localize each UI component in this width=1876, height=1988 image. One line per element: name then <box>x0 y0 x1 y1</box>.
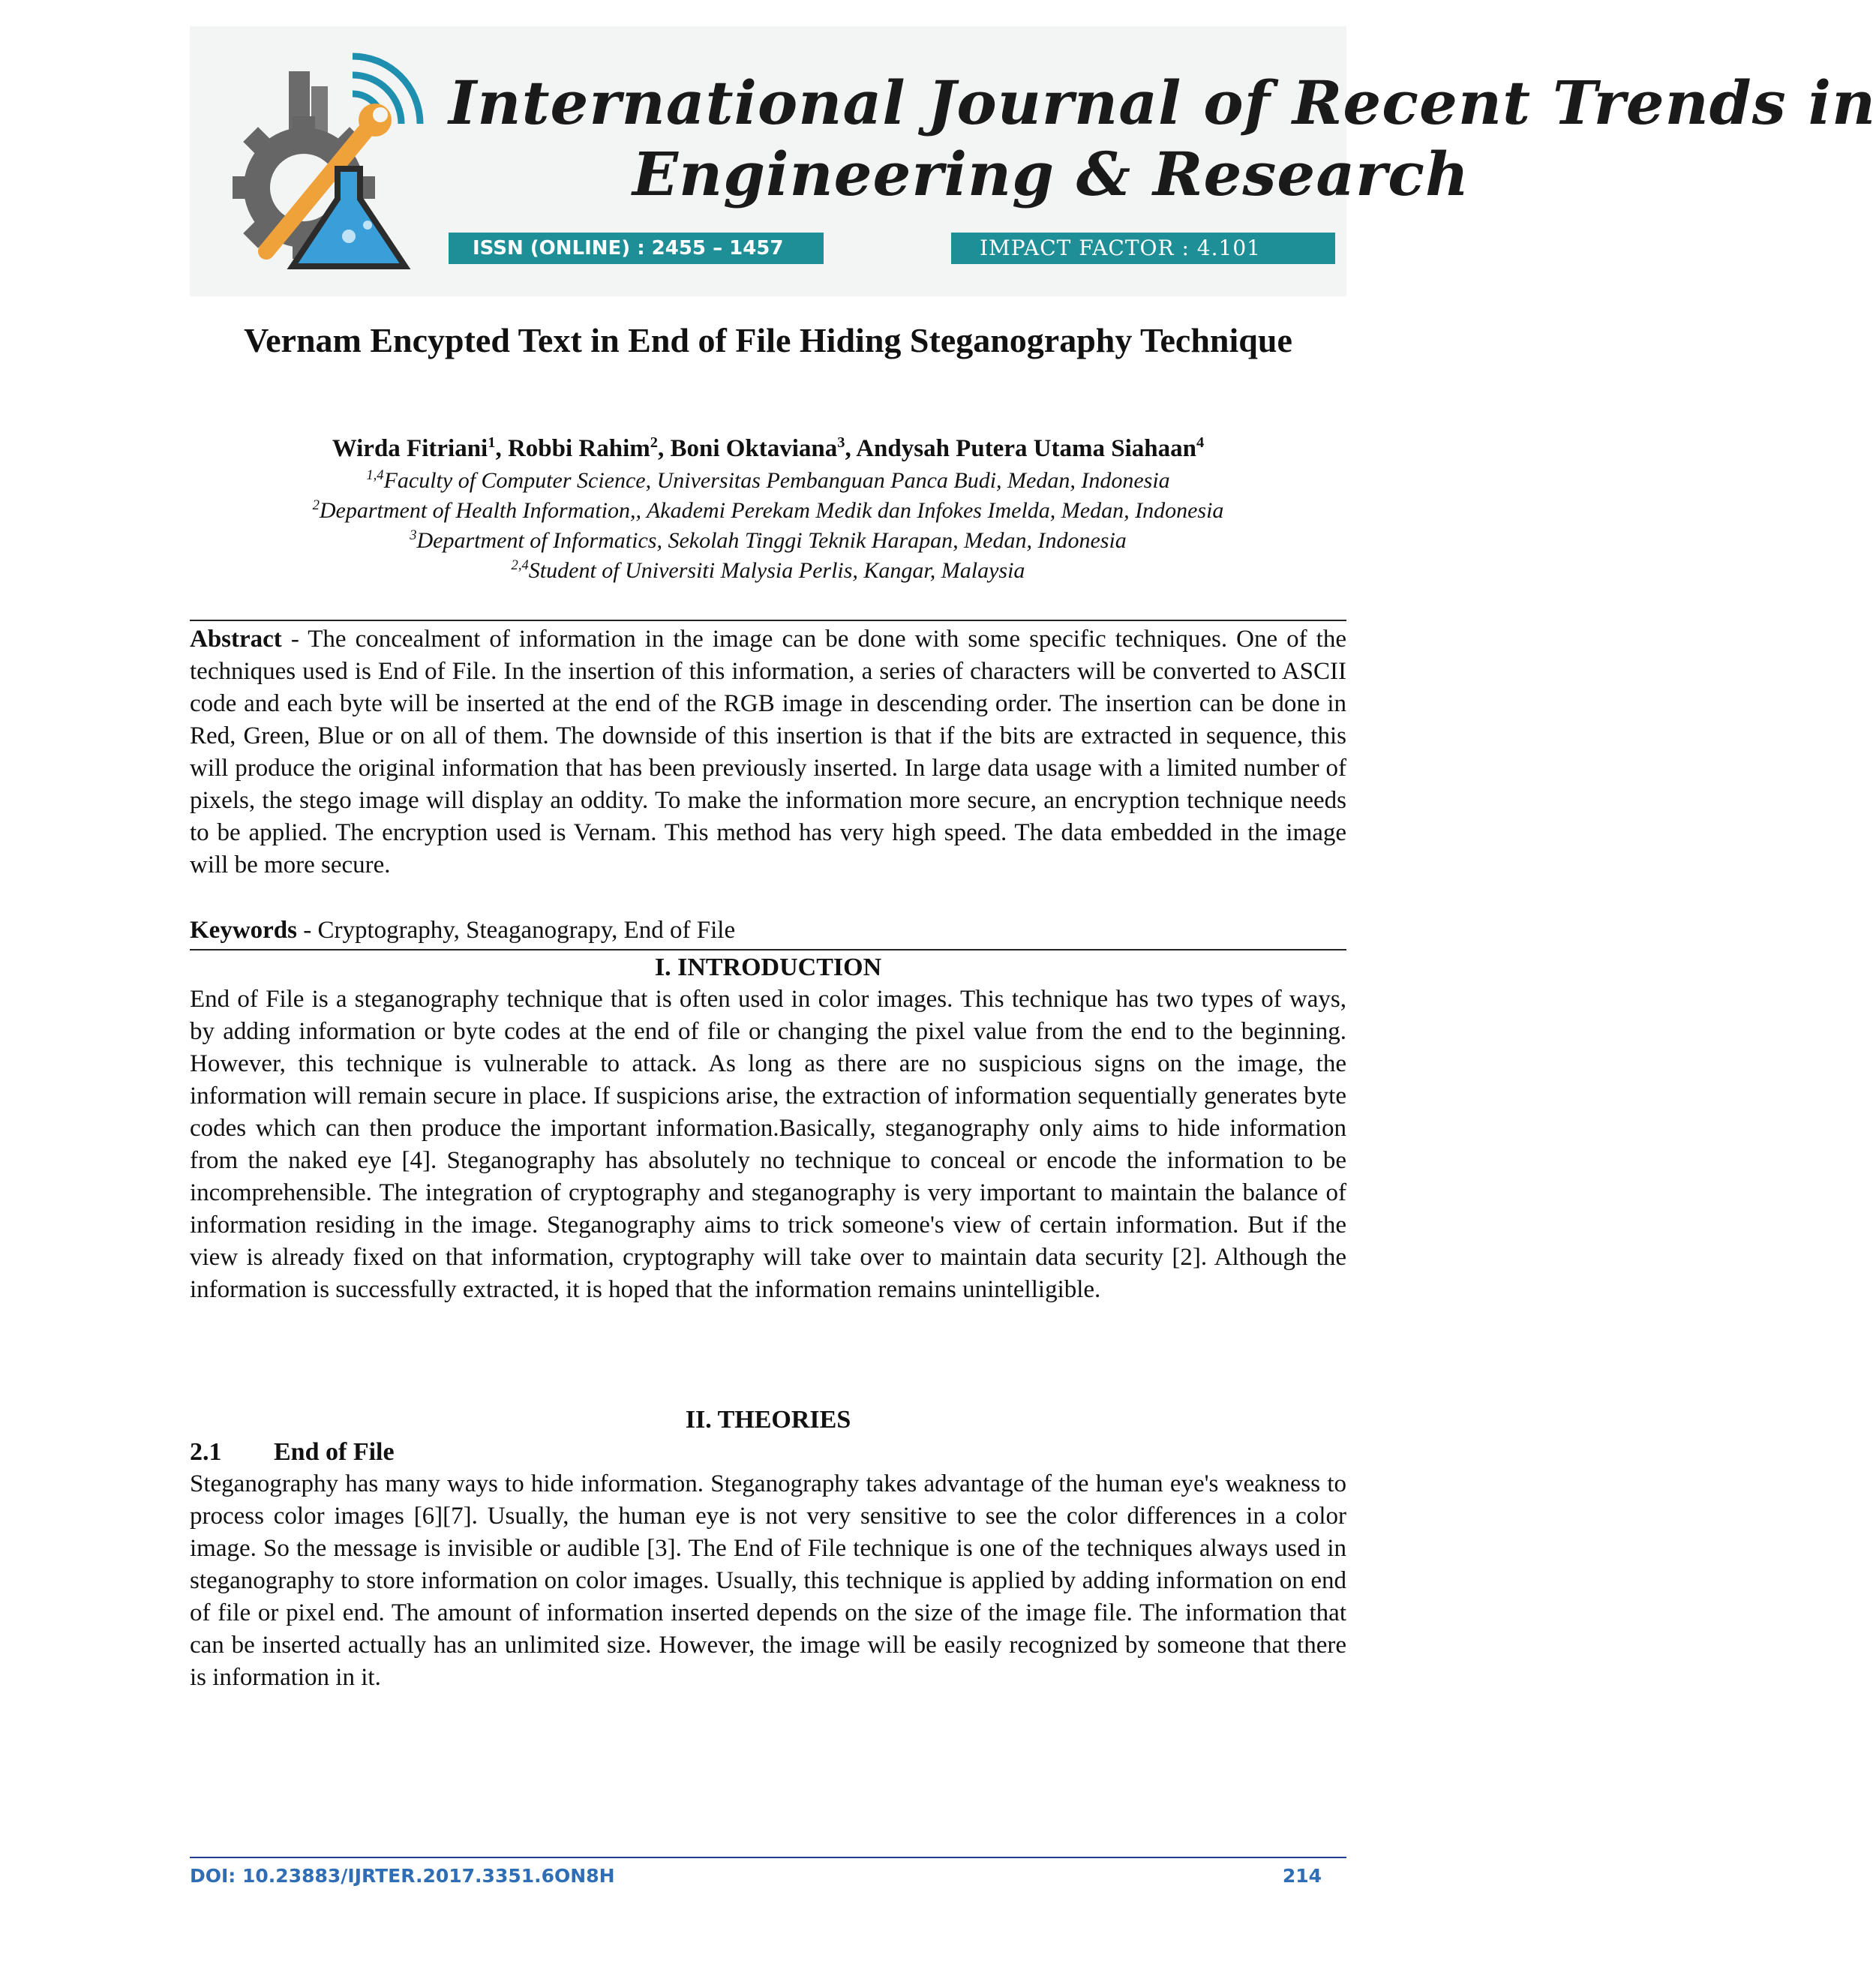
affiliation-text: Student of Universiti Malysia Perlis, Kangar, Malaysia <box>528 558 1025 583</box>
author-sup: 1 <box>488 434 496 451</box>
affiliation-sup: 3 <box>410 527 417 543</box>
abstract <box>190 623 1346 881</box>
author-name: Robbi Rahim <box>507 435 650 462</box>
keywords <box>190 914 1346 947</box>
paper-title: Vernam Encypted Text in End of File Hiding Steganography Technique <box>244 321 1292 359</box>
section-heading-theories: II. THEORIES <box>685 1406 851 1434</box>
affiliation-text: Department of Health Information,, Akademi Perekam Medik dan Infokes Imelda, Medan, Indonesia <box>319 498 1224 523</box>
end-of-file-text: Steganography has many ways to hide information. Steganography takes advantage of the human eye's weakness to process color images [6][7]. Usually, the human eye is not very sensitive to see the color differences in a color image. So the message is invisible or audible [3]. The End of File technique is one of the techniques always used in steganography to store information on color images. Usually, this technique is applied by adding information on end of file or pixel end. The amount of information inserted depends on the size of the image file. The information that can be inserted actually has an unlimited size. However, the image will be easily recognized by someone that there is information in it. <box>190 1470 1346 1691</box>
subsection-title: End of File <box>274 1438 395 1466</box>
journal-banner <box>190 26 1876 296</box>
impact-factor-badge: IMPACT FACTOR : 4.101 <box>951 233 1335 264</box>
subsection-number: 2.1 <box>190 1438 222 1466</box>
author-name: Boni Oktaviana <box>670 435 838 462</box>
author-name: Andysah Putera Utama Siahaan <box>856 435 1197 462</box>
footer-divider <box>190 1857 1346 1858</box>
affiliation-sup: 1,4 <box>366 467 384 483</box>
author-sup: 3 <box>837 434 845 451</box>
affiliation <box>190 527 1346 555</box>
subsection-heading <box>190 1436 395 1468</box>
footer-doi: DOI: 10.23883/IJRTER.2017.3351.6ON8H <box>190 1865 615 1887</box>
author-list: Wirda Fitriani$^1$, Robbi Rahim$^2$, Boni Oktaviana$^3$, Andysah Putera Utama Siahaan$^4$ <box>332 434 1205 462</box>
affiliation <box>190 467 1346 495</box>
affiliation <box>190 497 1346 525</box>
author-sup: 2 <box>650 434 658 451</box>
keywords-label: Keywords <box>190 917 297 944</box>
author-sup: 4 <box>1196 434 1205 451</box>
abstract-text: - The concealment of information in the image can be done with some specific techniques. One of the techniques used is End of File. In the insertion of this information, a series of characters will be converted to ASCII code and each byte will be inserted at the end of the RGB image in descending order. The insertion can be done in Red, Green, Blue or on all of them. The downside of this insertion is that if the bits are extracted in sequence, this will produce the original information that has been previously inserted. In large data usage with a limited number of pixels, the stego image will display an oddity. To make the information more secure, an encryption technique needs to be applied. The encryption used is Vernam. This method has very high speed. The data embedded in the image will be more secure. <box>190 626 1346 878</box>
journal-logo-icon <box>221 56 431 281</box>
affiliation <box>190 557 1346 585</box>
abstract-label: Abstract <box>190 626 282 653</box>
divider <box>190 949 1346 950</box>
page-number: 214 <box>1282 1865 1322 1887</box>
affiliation-sup: 2 <box>312 497 320 513</box>
journal-name-line2: Engineering & Research <box>632 139 1470 209</box>
issn-badge: ISSN (ONLINE) : 2455 – 1457 <box>449 233 824 264</box>
divider <box>190 620 1346 621</box>
affiliation-sup: 2,4 <box>511 557 529 573</box>
journal-name-line1: International Journal of Recent Trends in <box>449 68 1876 138</box>
affiliation-text: Department of Informatics, Sekolah Tinggi Teknik Harapan, Medan, Indonesia <box>416 528 1127 553</box>
introduction-text: End of File is a steganography technique that is often used in color images. This technique has two types of ways, by adding information or byte codes at the end of file or changing the pixel value from the end to the beginning. However, this technique is vulnerable to attack. As long as there are no suspicious signs on the image, the information will remain secure in place. If suspicions arise, the extraction of information sequentially generates byte codes which can then produce the important information.Basically, steganography only aims to hide information from the naked eye [4]. Steganography has absolutely no technique to conceal or encode the information to be incomprehensible. The integration of cryptography and steganography is very important to maintain the balance of information residing in the image. Steganography aims to trick someone's view of certain information. But if the view is already fixed on that information, cryptography will take over to maintain data security [2]. Although the information is successfully extracted, it is hoped that the information remains unintelligible. <box>190 986 1346 1303</box>
section-heading-introduction: I. INTRODUCTION <box>654 953 882 981</box>
affiliation-text: Faculty of Computer Science, Universitas Pembanguan Panca Budi, Medan, Indonesia <box>383 468 1170 493</box>
keywords-text: - Cryptography, Steaganograpy, End of File <box>297 917 736 944</box>
author-name: Wirda Fitriani <box>332 435 488 462</box>
